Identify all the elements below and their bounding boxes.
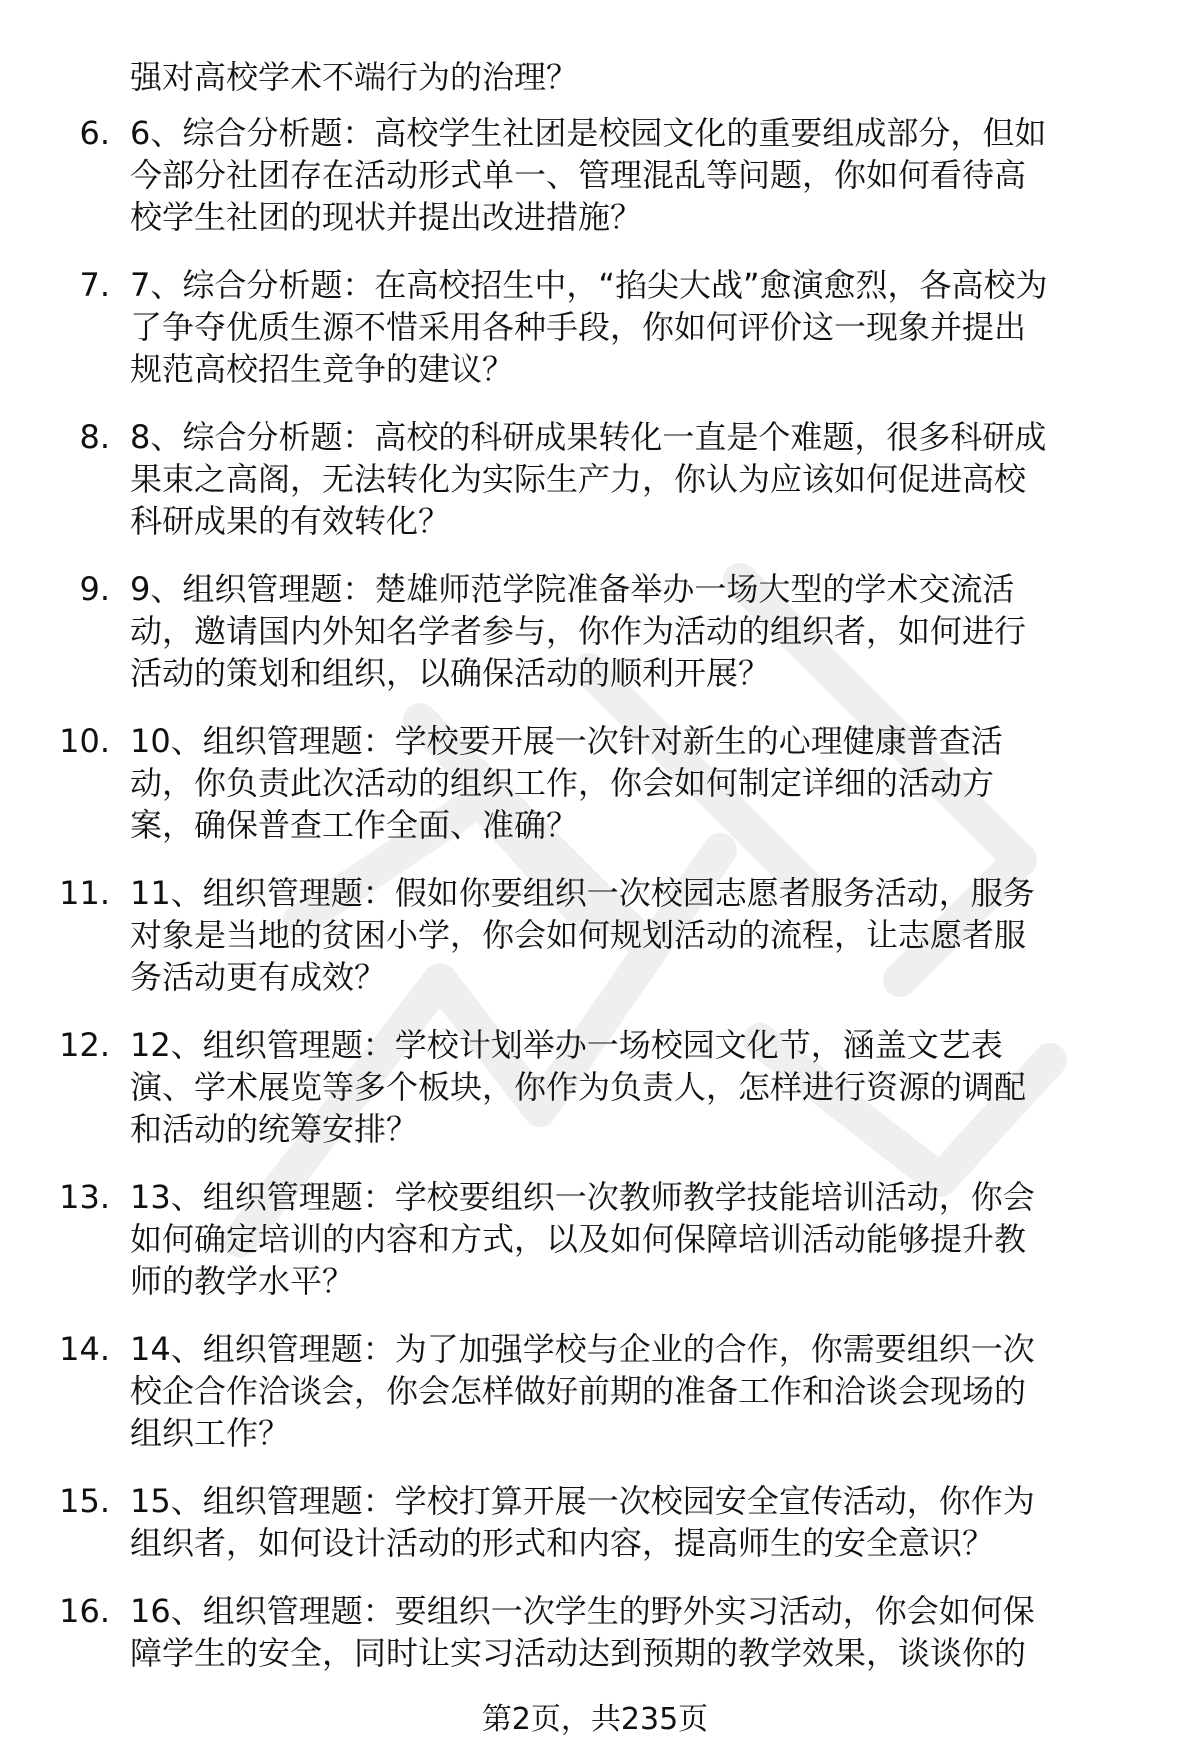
question-number: 13. [59, 1178, 110, 1216]
question-text: 10、组织管理题：学校要开展一次针对新生的心理健康普查活 动，你负责此次活动的组织工作，你会如何制定详细的活动方 案，确保普查工作全面、准确？ [130, 722, 1003, 844]
question-number: 6. [79, 114, 110, 152]
question-item [0, 720, 1190, 846]
question-number: 16. [59, 1592, 110, 1630]
question-item [0, 1480, 1190, 1564]
page-footer: 第2页，共235页 [481, 1702, 709, 1737]
question-item [0, 568, 1190, 694]
question-text: 15、组织管理题：学校打算开展一次校园安全宣传活动，你作为 组织者，如何设计活动的形式和内容，提高师生的安全意识？ [130, 1482, 1035, 1562]
continued-question-text: 强对高校学术不端行为的治理？ [130, 58, 579, 96]
question-item [0, 264, 1190, 390]
question-item [0, 872, 1190, 998]
question-text: 13、组织管理题：学校要组织一次教师教学技能培训活动，你会 如何确定培训的内容和方式，以及如何保障培训活动能够提升教 师的教学水平？ [130, 1178, 1035, 1300]
question-item [0, 1024, 1190, 1150]
question-item [0, 1590, 1190, 1674]
question-number: 14. [59, 1330, 110, 1368]
question-text: 9、组织管理题：楚雄师范学院准备举办一场大型的学术交流活 动，邀请国内外知名学者参与，你作为活动的组织者，如何进行 活动的策划和组织，以确保活动的顺利开展？ [130, 570, 1027, 692]
question-text: 11、组织管理题：假如你要组织一次校园志愿者服务活动，服务 对象是当地的贫困小学，你会如何规划活动的流程，让志愿者服 务活动更有成效？ [130, 874, 1035, 996]
question-item [0, 416, 1190, 542]
question-list [0, 112, 1190, 1700]
question-text: 6、综合分析题：高校学生社团是校园文化的重要组成部分，但如 今部分社团存在活动形式单一、管理混乱等问题，你如何看待高 校学生社团的现状并提出改进措施？ [130, 114, 1047, 236]
question-item [0, 1176, 1190, 1302]
question-text: 14、组织管理题：为了加强学校与企业的合作，你需要组织一次 校企合作洽谈会，你会怎样做好前期的准备工作和洽谈会现场的 组织工作？ [130, 1330, 1035, 1452]
question-number: 11. [59, 874, 110, 912]
question-number: 8. [79, 418, 110, 456]
question-number: 15. [59, 1482, 110, 1520]
question-text: 16、组织管理题：要组织一次学生的野外实习活动，你会如何保 障学生的安全，同时让实习活动达到预期的教学效果，谈谈你的 [130, 1592, 1035, 1672]
question-text: 7、综合分析题：在高校招生中，“掐尖大战”愈演愈烈，各高校为 了争夺优质生源不惜采用各种手段，你如何评价这一现象并提出 规范高校招生竞争的建议？ [130, 266, 1048, 388]
question-item [0, 1328, 1190, 1454]
question-text: 12、组织管理题：学校计划举办一场校园文化节，涵盖文艺表 演、学术展览等多个板块，你作为负责人，怎样进行资源的调配 和活动的统筹安排？ [130, 1026, 1027, 1148]
question-number: 12. [59, 1026, 110, 1064]
question-number: 9. [79, 570, 110, 608]
question-number: 10. [59, 722, 110, 760]
question-item [0, 112, 1190, 238]
question-text: 8、综合分析题：高校的科研成果转化一直是个难题，很多科研成 果束之高阁，无法转化为实际生产力，你认为应该如何促进高校 科研成果的有效转化？ [130, 418, 1047, 540]
question-number: 7. [79, 266, 110, 304]
